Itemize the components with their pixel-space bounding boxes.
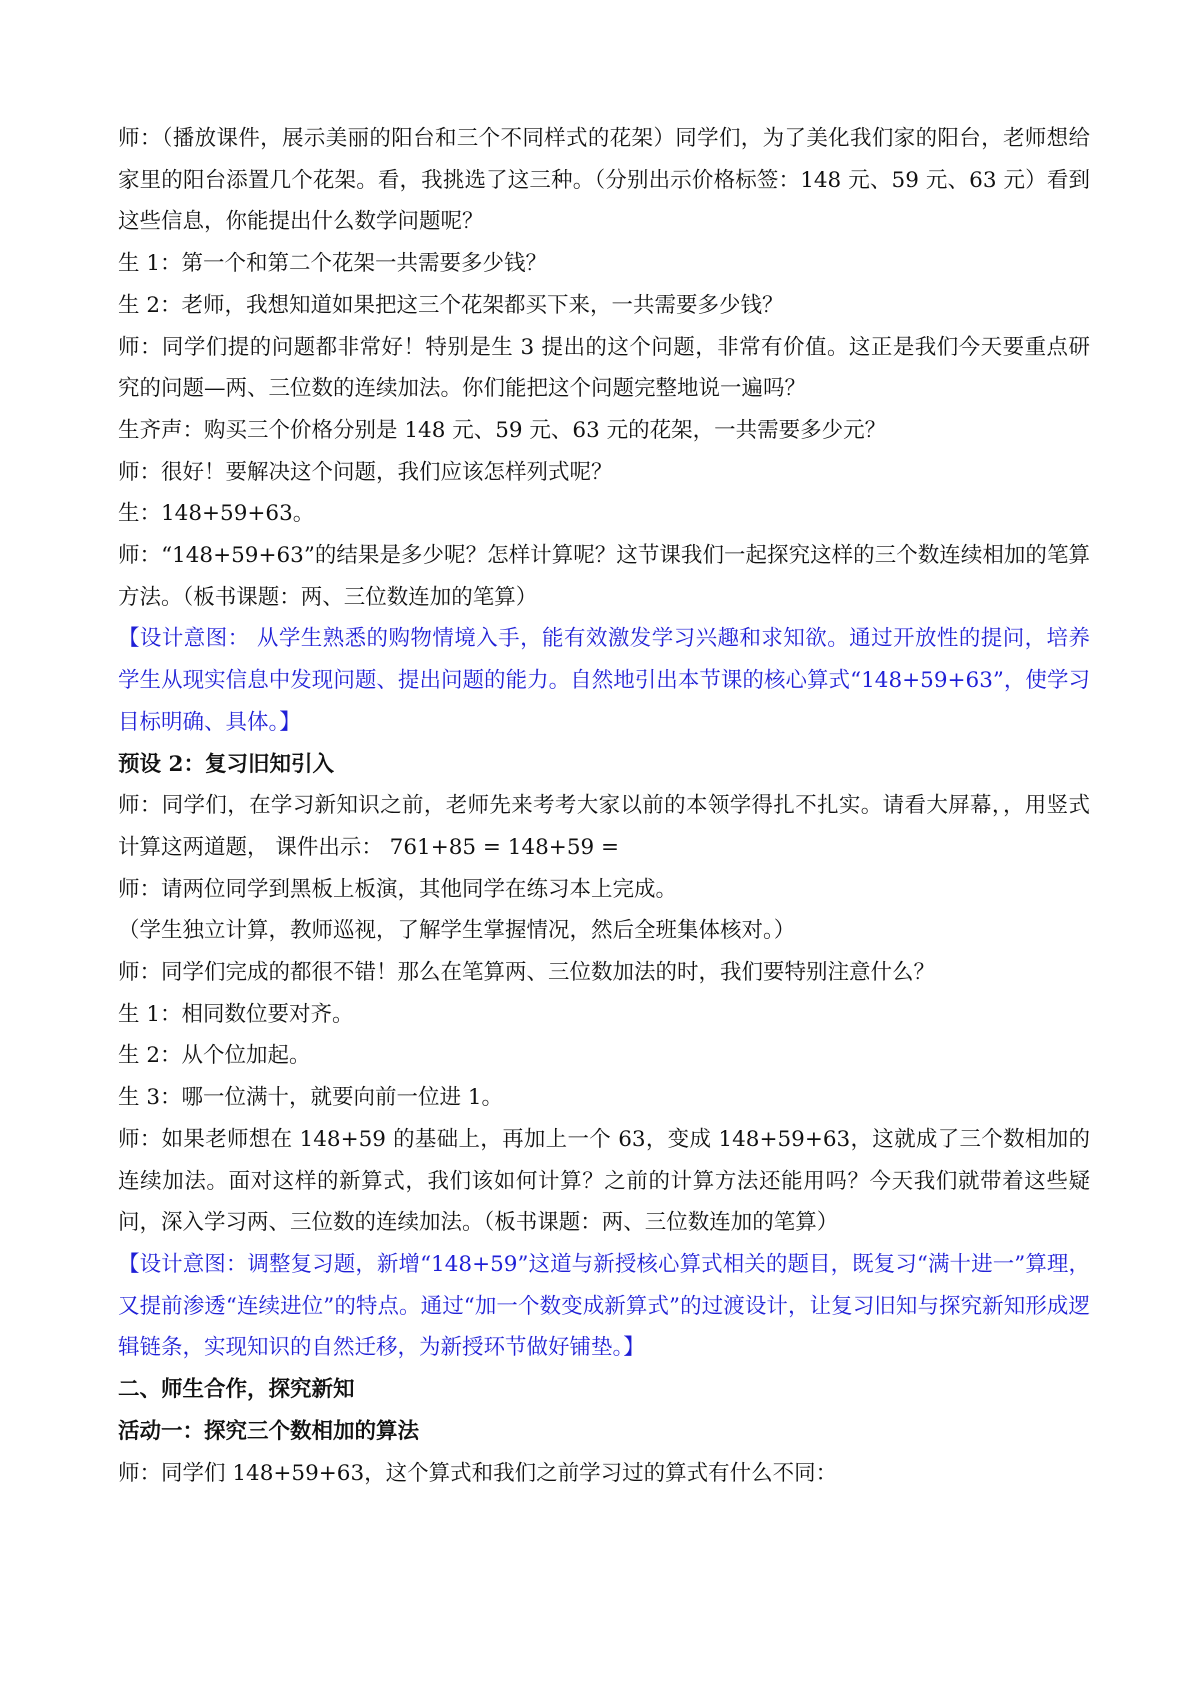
- paragraph-student1-question: 生 1：第一个和第二个花架一共需要多少钱？: [118, 251, 548, 277]
- paragraph-teacher-review: 师：同学们，在学习新知识之前，老师先来考考大家以前的本领学得扎不扎实。请看大屏幕，，用竖式计算这两道题， 课件出示： 761+85 = 148+59 =: [118, 793, 1090, 860]
- paragraph-teacher-difference: 师：同学们 148+59+63，这个算式和我们之前学习过的算式有什么不同：: [118, 1460, 838, 1486]
- paragraph-student2-question: 生 2：老师，我想知道如果把这三个花架都买下来，一共需要多少钱？: [118, 292, 784, 318]
- paragraph-teacher-topic: 师：“148+59+63”的结果是多少呢？怎样计算呢？这节课我们一起探究这样的三个数连续相加的笔算方法。（板书课题：两、三位数连加的笔算）: [118, 543, 1090, 610]
- design-intent-1: 【设计意图： 从学生熟悉的购物情境入手，能有效激发学习兴趣和求知欲。通过开放性的提问，培养学生从现实信息中发现问题、提出问题的能力。自然地引出本节课的核心算式“148+59+63”，使学习目标明确、具体。】: [118, 626, 1090, 735]
- paragraph-student1-align: 生 1：相同数位要对齐。: [118, 1001, 354, 1027]
- paragraph-teacher-praise: 师：同学们提的问题都非常好！特别是生 3 提出的这个问题，非常有价值。这正是我们今天要重点研究的问题—两、三位数的连续加法。你们能把这个问题完整地说一遍吗？: [118, 334, 1090, 402]
- paragraph-teacher-intro: 师：（播放课件，展示美丽的阳台和三个不同样式的花架）同学们，为了美化我们家的阳台，老师想给家里的阳台添置几个花架。看，我挑选了这三种。（分别出示价格标签：148 元、59 元、63 元）看到这些信息，你能提出什么数学问题呢？: [118, 126, 1090, 235]
- paragraph-teacher-attention: 师：同学们完成的都很不错！那么在笔算两、三位数加法的时，我们要特别注意什么？: [118, 960, 936, 986]
- document-body: [118, 118, 1090, 1494]
- paragraph-teacher-transition: 师：如果老师想在 148+59 的基础上，再加上一个 63，变成 148+59+63，这就成了三个数相加的连续加法。面对这样的新算式，我们该如何计算？之前的计算方法还能用吗？今天我们就带着这些疑问，深入学习两、三位数的连续加法。（板书课题：两、三位数连加的笔算）: [118, 1126, 1090, 1236]
- paragraph-students-chorus: 生齐声：购买三个价格分别是 148 元、59 元、63 元的花架，一共需要多少元？: [118, 417, 887, 443]
- paragraph-students-independent: （学生独立计算，教师巡视，了解学生掌握情况，然后全班集体核对。）: [118, 918, 796, 944]
- paragraph-student3-carry: 生 3：哪一位满十，就要向前一位进 1。: [118, 1085, 504, 1111]
- heading-preset-2: 预设 2：复习旧知引入: [118, 751, 334, 777]
- paragraph-teacher-how-to-write: 师：很好！要解决这个问题，我们应该怎样列式呢？: [118, 459, 613, 485]
- paragraph-student2-ones: 生 2：从个位加起。: [118, 1043, 311, 1069]
- heading-section-2: 二、师生合作，探究新知: [118, 1377, 355, 1403]
- design-intent-2: 【设计意图：调整复习题，新增“148+59”这道与新授核心算式相关的题目，既复习“满十进一”算理，又提前渗透“连续进位”的特点。通过“加一个数变成新算式”的过渡设计，让复习旧知与探究新知形成逻辑链条，实现知识的自然迁移，为新授环节做好铺垫。】: [118, 1251, 1090, 1361]
- paragraph-teacher-board: 师：请两位同学到黑板上板演，其他同学在练习本上完成。: [118, 876, 678, 902]
- heading-activity-1: 活动一：探究三个数相加的算法: [118, 1418, 420, 1444]
- paragraph-student-equation: 生：148+59+63。: [118, 501, 315, 527]
